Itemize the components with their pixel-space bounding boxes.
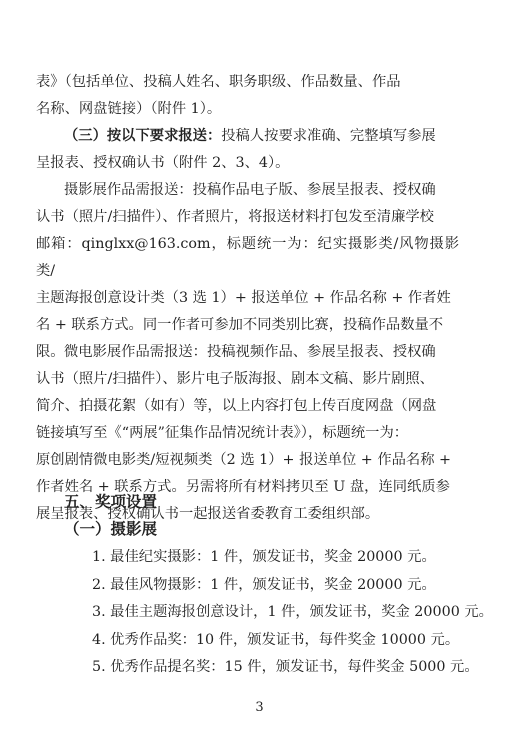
- paragraph-photo-exhibition: 摄影展作品需报送：投稿作品电子版、参展呈报表、授权确 认书（照片/扫描件）、作者照片，将报送材料打包发至清廉学校 邮箱：qinglxx@163.com，标题统一为：纪实摄影类/风物摄影类/ 主题海报创意设计类（3 选 1）+ 报送单位 + 作品名称 + 作者姓 名 + 联系方式。同一作者可参加不同类别比赛，投稿作品数量不 限。: [36, 182, 459, 360]
- paragraph-submission-requirements: [36, 123, 459, 177]
- submission-requirements-heading: （三）按以下要求报送：: [64, 128, 222, 144]
- award-item: 1. 最佳纪实摄影：1 件，颁发证书，奖金 20000 元。: [92, 549, 436, 565]
- award-item: 5. 优秀作品提名奖：15 件，颁发证书，每件奖金 5000 元。: [92, 659, 479, 675]
- section-heading-awards: 五、奖项设置: [64, 493, 158, 511]
- page-number: 3: [255, 700, 264, 715]
- award-item: 4. 优秀作品奖：10 件，颁发证书，每件奖金 10000 元。: [92, 631, 460, 648]
- award-item: 2. 最佳风物摄影：1 件，颁发证书，奖金 20000 元。: [92, 576, 436, 593]
- subsection-heading-photo: （一）摄影展: [64, 520, 158, 538]
- award-item: 3. 最佳主题海报创意设计，1 件，颁发证书，奖金 20000 元。: [92, 604, 493, 620]
- paragraph-attachment-1: 表》（包括单位、投稿人姓名、职务职级、作品数量、作品 名称、网盘链接）（附件 1）。: [36, 74, 401, 117]
- submission-requirements-text: 投稿人按要求准确、完整填写参展 呈报表、授权确认书（附件 2、3、4）。: [36, 128, 436, 171]
- awards-list: [92, 544, 493, 682]
- paragraph-micro-film-exhibition: 微电影展作品需报送：投稿视频作品、参展呈报表、授权确 认书（照片/扫描件）、影片电子版海报、剧本文稿、影片剧照、 简介、拍摄花絮（如有）等，以上内容打包上传百度网盘（网盘 链接填写至《“两展”征集作品情况统计表》），标题统一为： 原创剧情微电影类/短视频类（2 选 1）+ 报送单位 + 作品名称 + 作者姓名 + 联系方式。另需将所有材料拷贝至 U 盘，连同纸质参 展呈报表、授权确认书一起报送省委教育工委组织部。: [36, 344, 452, 522]
